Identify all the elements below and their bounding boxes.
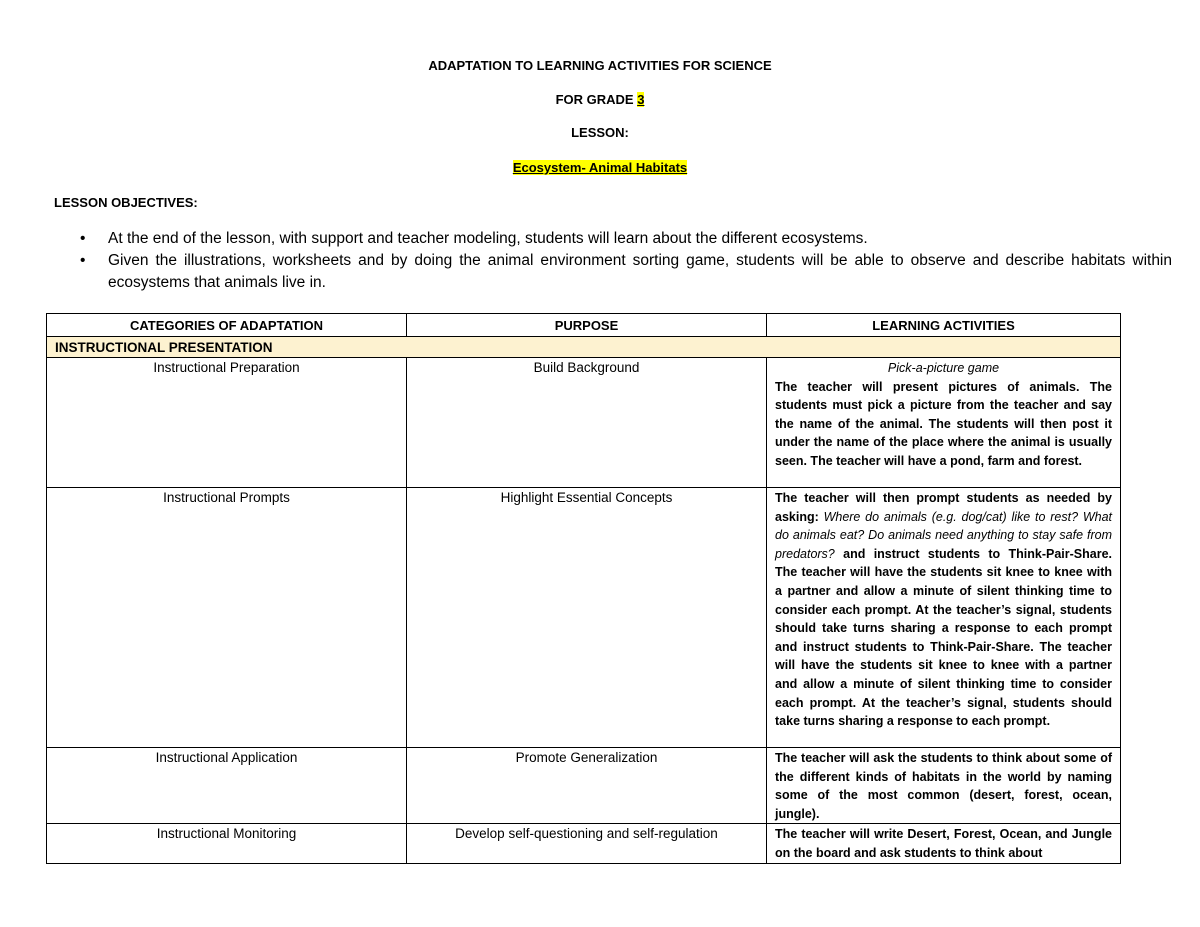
header-purpose: PURPOSE [407,314,767,337]
category-cell: Instructional Application [47,748,407,824]
category-cell: Instructional Preparation [47,358,407,488]
table-row [47,748,1121,824]
activity-cell: The teacher will ask the students to think about some of the different kinds of habitats in the world by naming some of the most common (desert, forest, ocean, jungle). [767,748,1121,824]
adaptation-table [46,313,1121,864]
section-title: INSTRUCTIONAL PRESENTATION [47,337,1121,358]
objective-item [80,250,1172,294]
grade-line [0,92,1200,107]
activity-cell [767,488,1121,748]
header-learning-activities: LEARNING ACTIVITIES [767,314,1121,337]
table-row [47,358,1121,488]
activity-cell [767,358,1121,488]
lesson-label: LESSON: [571,125,629,140]
activity-text: and instruct students to Think-Pair-Share. The teacher will have the students sit knee to knee with a partner and allow a minute of silent thinking time to consider each prompt. At the teacher’s signal, students should take turns sharing a response to each prompt and instruct students to Think-Pair-Share. The teacher will have the students sit knee to knee with a partner and allow a minute of silent thinking time to consider each prompt. At the teacher’s signal, students should take turns sharing a response to each prompt. [775,546,1112,729]
grade-value: 3 [637,92,645,107]
activity-text: The teacher will present pictures of animals. The students must pick a picture from the teacher and say the name of the animal. The students will then post it under the name of the place where the animal is usually seen. The teacher will have a pond, farm and forest. [775,379,1112,468]
activity-cell: The teacher will write Desert, Forest, Ocean, and Jungle on the board and ask students to think about [767,824,1121,863]
table-row [47,488,1121,748]
grade-prefix: FOR GRADE [555,92,638,107]
objectives-heading: LESSON OBJECTIVES: [54,195,198,210]
document-title: ADAPTATION TO LEARNING ACTIVITIES FOR SCIENCE [428,58,772,73]
objective-text: Given the illustrations, worksheets and by doing the animal environment sorting game, students will be able to observe and describe habitats within ecosystems that animals live in. [108,252,1172,291]
objective-text: At the end of the lesson, with support and teacher modeling, students will learn about the different ecosystems. [108,230,868,247]
purpose-cell: Build Background [407,358,767,488]
purpose-cell: Highlight Essential Concepts [407,488,767,748]
table-row [47,824,1121,863]
section-row [47,337,1121,358]
lesson-name-line [0,160,1200,175]
header-categories: CATEGORIES OF ADAPTATION [47,314,407,337]
objectives-list [80,228,1172,294]
activity-question: Where do animals (e.g. dog/cat) like to rest? What do animals eat? Do animals need anything to stay safe from predators? [775,509,1112,561]
bullet-icon: • [80,230,86,247]
purpose-cell: Promote Generalization [407,748,767,824]
objective-item [80,228,1172,250]
purpose-cell: Develop self-questioning and self-regulation [407,824,767,863]
category-cell: Instructional Monitoring [47,824,407,863]
lesson-name: Ecosystem- Animal Habitats [512,160,688,175]
table-header-row [47,314,1121,337]
bullet-icon: • [80,252,86,269]
category-cell: Instructional Prompts [47,488,407,748]
activity-title: Pick-a-picture game [887,361,1000,375]
activity-text: The teacher will then prompt students as needed by asking: [775,491,1112,524]
